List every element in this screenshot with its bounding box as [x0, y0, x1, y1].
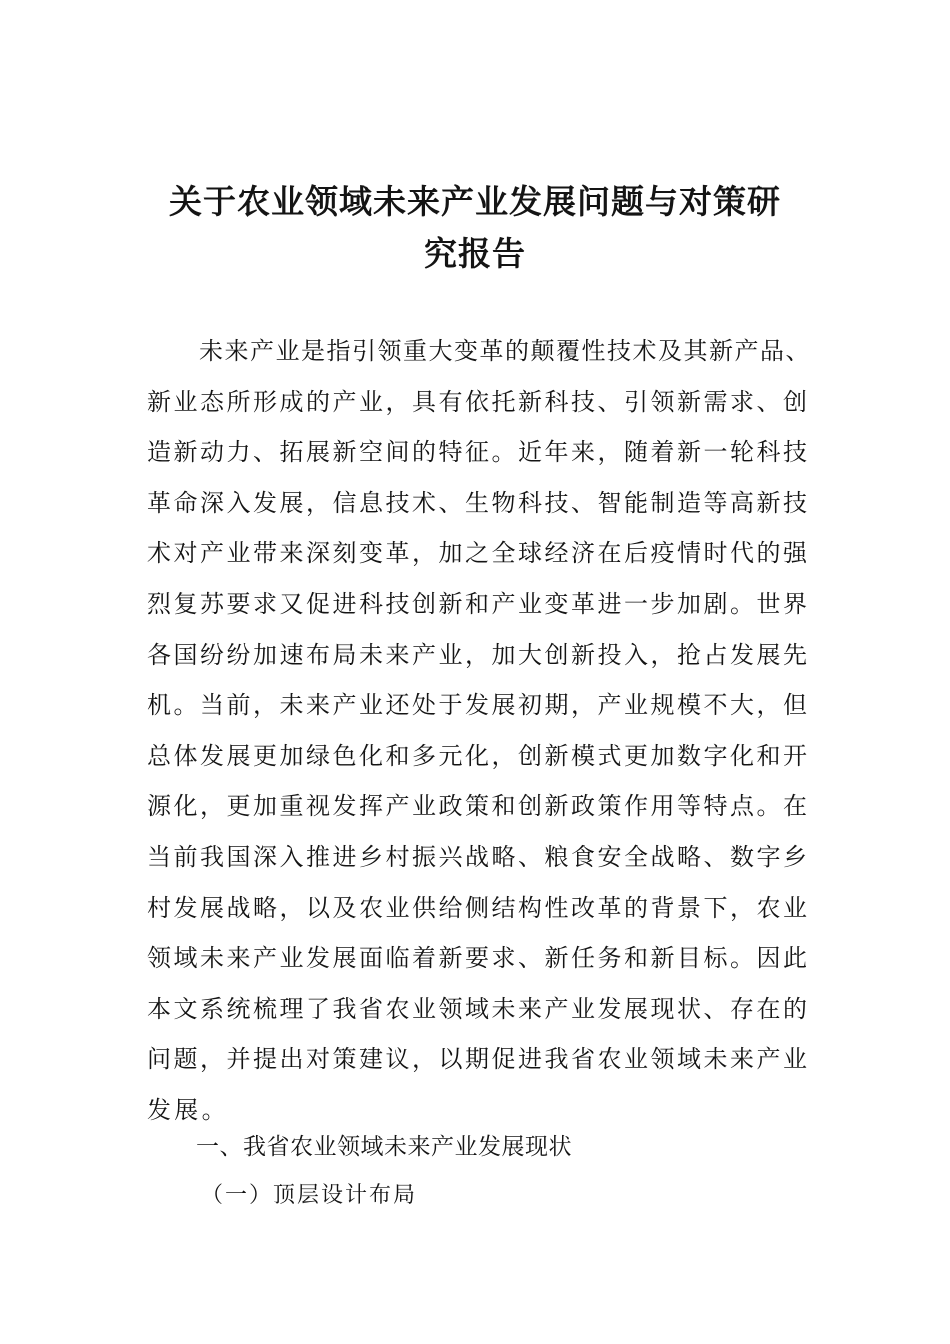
- paragraph-line: 源化，更加重视发挥产业政策和创新政策作用等特点。在: [147, 792, 810, 821]
- paragraph-line: 新业态所形成的产业，具有依托新科技、引领新需求、创: [147, 387, 810, 416]
- paragraph-line: 术对产业带来深刻变革，加之全球经济在后疫情时代的强: [147, 539, 810, 568]
- paragraph-line: 当前我国深入推进乡村振兴战略、粮食安全战略、数字乡: [147, 842, 810, 871]
- paragraph-line: 领域未来产业发展面临着新要求、新任务和新目标。因此: [147, 944, 810, 973]
- paragraph-line: 问题，并提出对策建议，以期促进我省农业领域未来产业: [147, 1045, 810, 1074]
- paragraph-line: 各国纷纷加速布局未来产业，加大创新投入，抢占发展先: [147, 640, 810, 669]
- paragraph-line: 烈复苏要求又促进科技创新和产业变革进一步加剧。世界: [147, 589, 810, 618]
- document-title: [130, 176, 820, 280]
- paragraph-line: 造新动力、拓展新空间的特征。近年来，随着新一轮科技: [147, 438, 810, 467]
- paragraph-line: 未来产业是指引领重大变革的颠覆性技术及其新产品、: [199, 337, 811, 365]
- paragraph-line: 发展。: [147, 1095, 229, 1124]
- paragraph-line: 本文系统梳理了我省农业领域未来产业发展现状、存在的: [147, 994, 810, 1023]
- paragraph-line: 机。当前，未来产业还处于发展初期，产业规模不大，但: [147, 691, 810, 720]
- paragraph-line: 村发展战略，以及农业供给侧结构性改革的背景下，农业: [147, 893, 810, 922]
- title-line: 关于农业领域未来产业发展问题与对策研: [169, 182, 781, 221]
- intro-paragraph: [147, 326, 811, 1136]
- paragraph-line: 革命深入发展，信息技术、生物科技、智能制造等高新技: [147, 488, 810, 517]
- section-heading-1: 一、我省农业领域未来产业发展现状: [196, 1134, 572, 1160]
- title-line: 究报告: [424, 234, 526, 273]
- paragraph-line: 总体发展更加绿色化和多元化，创新模式更加数字化和开: [147, 741, 810, 770]
- subsection-heading-1: （一）顶层设计布局: [201, 1183, 418, 1208]
